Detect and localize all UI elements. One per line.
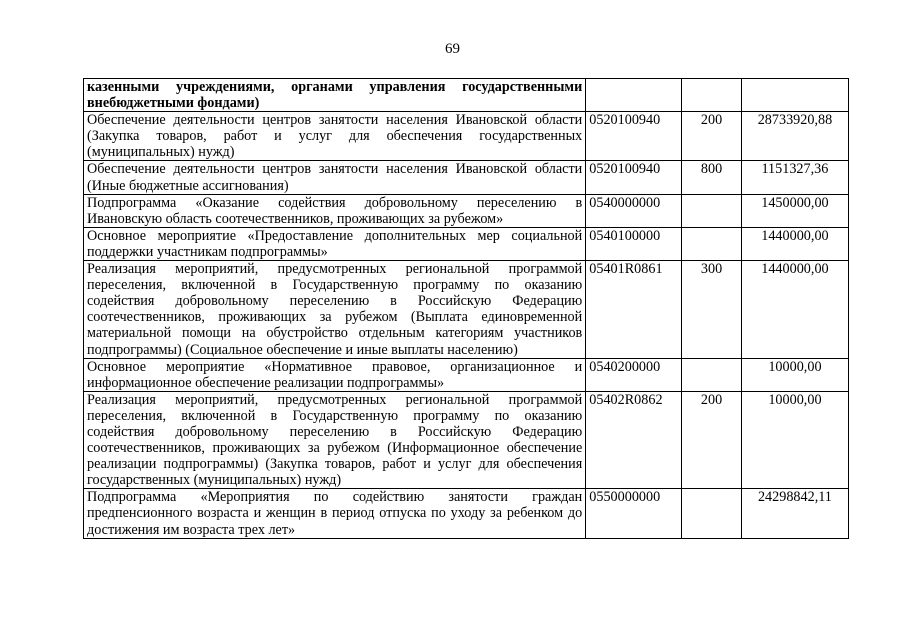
row-code: 0540100000 [586,227,682,260]
row-name: Основное мероприятие «Предоставление дополнительных мер социальной поддержки участникам подпрограммы» [84,227,586,260]
table-row [84,161,849,194]
row-type: 300 [682,261,742,359]
row-name: Обеспечение деятельности центров занятости населения Ивановской области (Закупка товаров, работ и услуг для обеспечения государственных (муниципальных) нужд) [84,112,586,161]
row-name: Подпрограмма «Мероприятия по содействию занятости граждан предпенсионного возраста и женщин в период отпуска по уходу за ребенком до достижения им возраста трех лет» [84,489,586,538]
row-type: 800 [682,161,742,194]
row-type [682,194,742,227]
table-row [84,358,849,391]
row-type [682,358,742,391]
row-type [682,489,742,538]
row-sum: 24298842,11 [741,489,848,538]
row-sum: 10000,00 [741,358,848,391]
row-sum: 10000,00 [741,391,848,489]
row-code: 0540000000 [586,194,682,227]
row-sum: 1450000,00 [741,194,848,227]
table-row [84,79,849,112]
table-row [84,112,849,161]
row-sum: 1440000,00 [741,261,848,359]
table-row [84,391,849,489]
row-code [586,79,682,112]
page-number: 69 [445,41,460,57]
row-name: казенными учреждениями, органами управления государственными внебюджетными фондами) [84,79,586,112]
row-type: 200 [682,391,742,489]
row-name: Подпрограмма «Оказание содействия добровольному переселению в Ивановскую область соотечественников, проживающих за рубежом» [84,194,586,227]
row-sum: 1151327,36 [741,161,848,194]
row-name: Реализация мероприятий, предусмотренных региональной программой переселения, включенной в Государственную программу по оказанию содействия добровольному переселению в Российскую Федерацию соотечественников, проживающих за рубежом (Информационное обеспечение реализации подпрограммы) (Закупка товаров, работ и услуг для обеспечения государственных (муниципальных) нужд) [84,391,586,489]
table-row [84,194,849,227]
row-sum: 1440000,00 [741,227,848,260]
row-name: Реализация мероприятий, предусмотренных региональной программой переселения, включенной в Государственную программу по оказанию содействия добровольному переселению в Российскую Федерацию соотечественников, проживающих за рубежом (Выплата единовременной материальной помощи на обустройство отдельным категориям участников подпрограммы) (Социальное обеспечение и иные выплаты населению) [84,261,586,359]
table-row [84,489,849,538]
row-sum: 28733920,88 [741,112,848,161]
row-code: 0550000000 [586,489,682,538]
row-code: 0520100940 [586,112,682,161]
row-type [682,79,742,112]
budget-table [83,78,849,539]
row-code: 05402R0862 [586,391,682,489]
row-code: 0520100940 [586,161,682,194]
row-code: 05401R0861 [586,261,682,359]
row-type [682,227,742,260]
table-row [84,261,849,359]
row-name: Основное мероприятие «Нормативное правовое, организационное и информационное обеспечение реализации подпрограммы» [84,358,586,391]
row-name: Обеспечение деятельности центров занятости населения Ивановской области (Иные бюджетные ассигнования) [84,161,586,194]
table-row [84,227,849,260]
row-sum [741,79,848,112]
row-code: 0540200000 [586,358,682,391]
row-type: 200 [682,112,742,161]
